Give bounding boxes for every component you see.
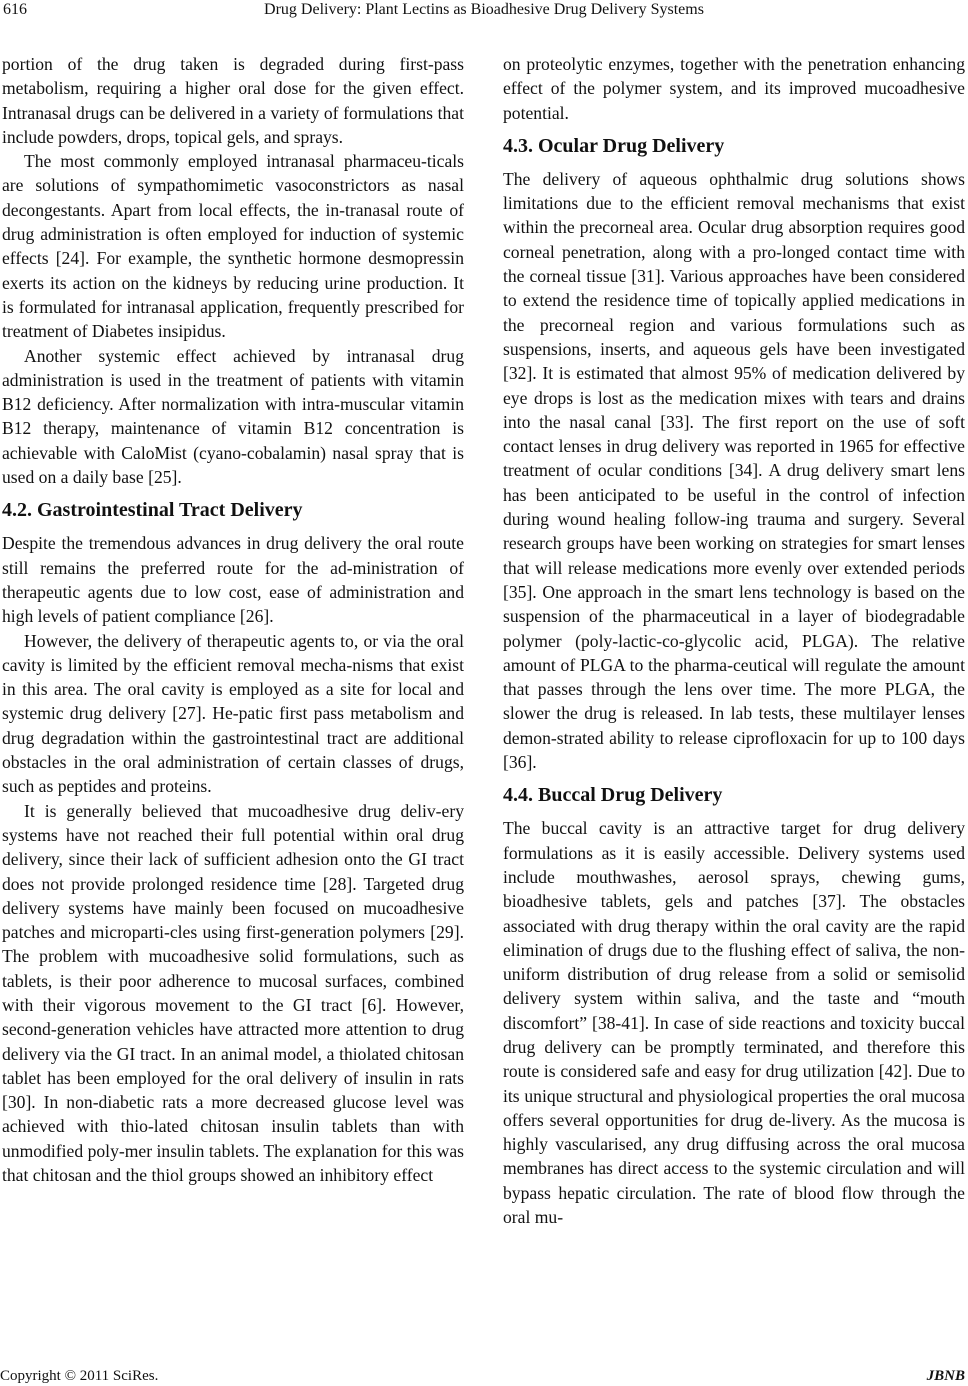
paragraph: Despite the tremendous advances in drug delivery the oral route still remains the preferred route for the ad-ministration of therapeutic agents due to low cost, ease of administration and high levels of patient compliance [26]. — [2, 533, 464, 627]
paragraph: However, the delivery of therapeutic agents to, or via the oral cavity is limited by the efficient removal mecha-nisms that exist in this area. The oral cavity is employed as a site for local and systemic drug delivery [27]. He-patic first pass metabolism and drug degradation within the gastrointestinal tract are additional obstacles in the oral administration of certain classes of drugs, such as peptides and proteins. — [2, 630, 464, 797]
paragraph: The delivery of aqueous ophthalmic drug solutions shows limitations due to the efficient removal mechanisms that exist within the precorneal area. Ocular drug absorption requires good corneal penetration, along with a pro-longed contact time with the corneal tissue [31]. Various approaches have been considered to extend the residence time of topically applied medications in the precorneal region and various formulations such as suspensions, inserts, and aqueous gels have been investigated [32]. It is estimated that almost 95% of medication delivered by eye drops is lost as the medication mixes with tears and drains into the nasal canal [33]. The first report on the use of soft contact lenses in drug delivery was reported in 1965 for effective treatment of ocular conditions [34]. A drug delivery smart lens has been anticipated to be useful in the control of infection during wound healing follow-ing trauma and surgery. Several research groups have been working on strategies for smart lenses that will release medications more evenly over extended periods [35]. One approach in the smart lens technology is based on the suspension of the pharmaceutical in a layer of biodegradable polymer (poly-lactic-co-glycolic acid, PLGA). The relative amount of PLGA to the pharma-ceutical will regulate the amount that passes through the lens over time. The more PLGA, the slower the drug is released. In lab tests, these multilayer lenses demon-strated ability to release ciprofloxacin for up to 100 days [36]. — [503, 168, 965, 773]
page-number: 616 — [3, 1, 27, 18]
paragraph: Another systemic effect achieved by intranasal drug administration is used in the treatment of patients with vitamin B12 deficiency. After normalization with intra-muscular vitamin B12 therapy, maintenance of vitamin B12 concentration is achievable with CaloMist (cyano-cobalamin) nasal spray that is used on a daily base [25]. — [2, 345, 464, 488]
page-header — [0, 0, 968, 26]
section-heading-4-2: 4.2. Gastrointestinal Tract Delivery — [2, 499, 303, 522]
right-column — [503, 52, 965, 1229]
copyright-notice: Copyright © 2011 SciRes. — [0, 1368, 159, 1384]
paragraph: portion of the drug taken is degraded during first-pass metabolism, requiring a higher oral dose for the given effect. Intranasal drugs can be delivered in a variety of formulations that include powders, drops, topical gels, and sprays. — [2, 54, 464, 147]
paragraph: The buccal cavity is an attractive target for drug delivery formulations as it is easily accessible. Delivery systems used include mouthwashes, aerosol sprays, chewing gums, bioadhesive tablets, gels and patches [37]. The obstacles associated with drug therapy within the oral cavity are the rapid elimination of drugs due to the flushing effect of saliva, the non-uniform distribution of drug release from a solid or semisolid delivery system within saliva, and the taste and “mouth discomfort” [38-41]. In case of side reactions and toxicity buccal drug delivery can be promptly terminated, and therefore this route is considered safe and easy for drug utilization [42]. Due to its unique structural and physiological properties the oral mucosa offers several opportunities for drug de-livery. As the mucosa is highly vascularised, any drug diffusing across the oral mucosa membranes has direct access to the systemic circulation and will bypass hepatic circulation. The rate of blood flow through the oral mu- — [503, 818, 965, 1228]
left-column — [2, 52, 464, 1187]
paragraph: on proteolytic enzymes, together with the penetration enhancing effect of the polymer system, and its improved mucoadhesive potential. — [503, 54, 965, 123]
section-heading-4-4: 4.4. Buccal Drug Delivery — [503, 784, 723, 807]
journal-abbreviation: JBNB — [926, 1368, 965, 1384]
section-heading-4-3: 4.3. Ocular Drug Delivery — [503, 134, 725, 157]
page-footer — [0, 1356, 968, 1384]
paragraph: It is generally believed that mucoadhesive drug deliv-ery systems have not reached their full potential within oral drug delivery, since their lack of sufficient adhesion onto the GI tract does not provide prolonged residence time [28]. Targeted drug delivery systems have mainly been focused on mucoadhesive patches and microparti-cles using first-generation polymers [29]. The problem with mucoadhesive solid formulations, such as tablets, is their poor adherence to mucosal surfaces, combined with their vigorous movement to the GI tract [6]. However, second-generation vehicles have attracted more attention to drug delivery via the GI tract. In an animal model, a thiolated chitosan tablet has been employed for the oral delivery of insulin in rats [30]. In non-diabetic rats a more decreased glucose level was achieved with thio-lated chitosan insulin tablets than with unmodified poly-mer insulin tablets. The explanation for this was that chitosan and the thiol groups showed an inhibitory effect — [2, 800, 464, 1186]
paragraph: The most commonly employed intranasal pharmaceu-ticals are solutions of sympathomimetic vasoconstrictors as nasal decongestants. Apart from local effects, the in-tranasal route of drug administration is often employed for induction of systemic effects [24]. For example, the synthetic hormone desmopressin exerts its action on the kidneys by reducing urine production. It is formulated for intranasal application, frequently prescribed for treatment of Diabetes insipidus. — [2, 151, 464, 342]
running-title: Drug Delivery: Plant Lectins as Bioadhesive Drug Delivery Systems — [264, 1, 704, 18]
